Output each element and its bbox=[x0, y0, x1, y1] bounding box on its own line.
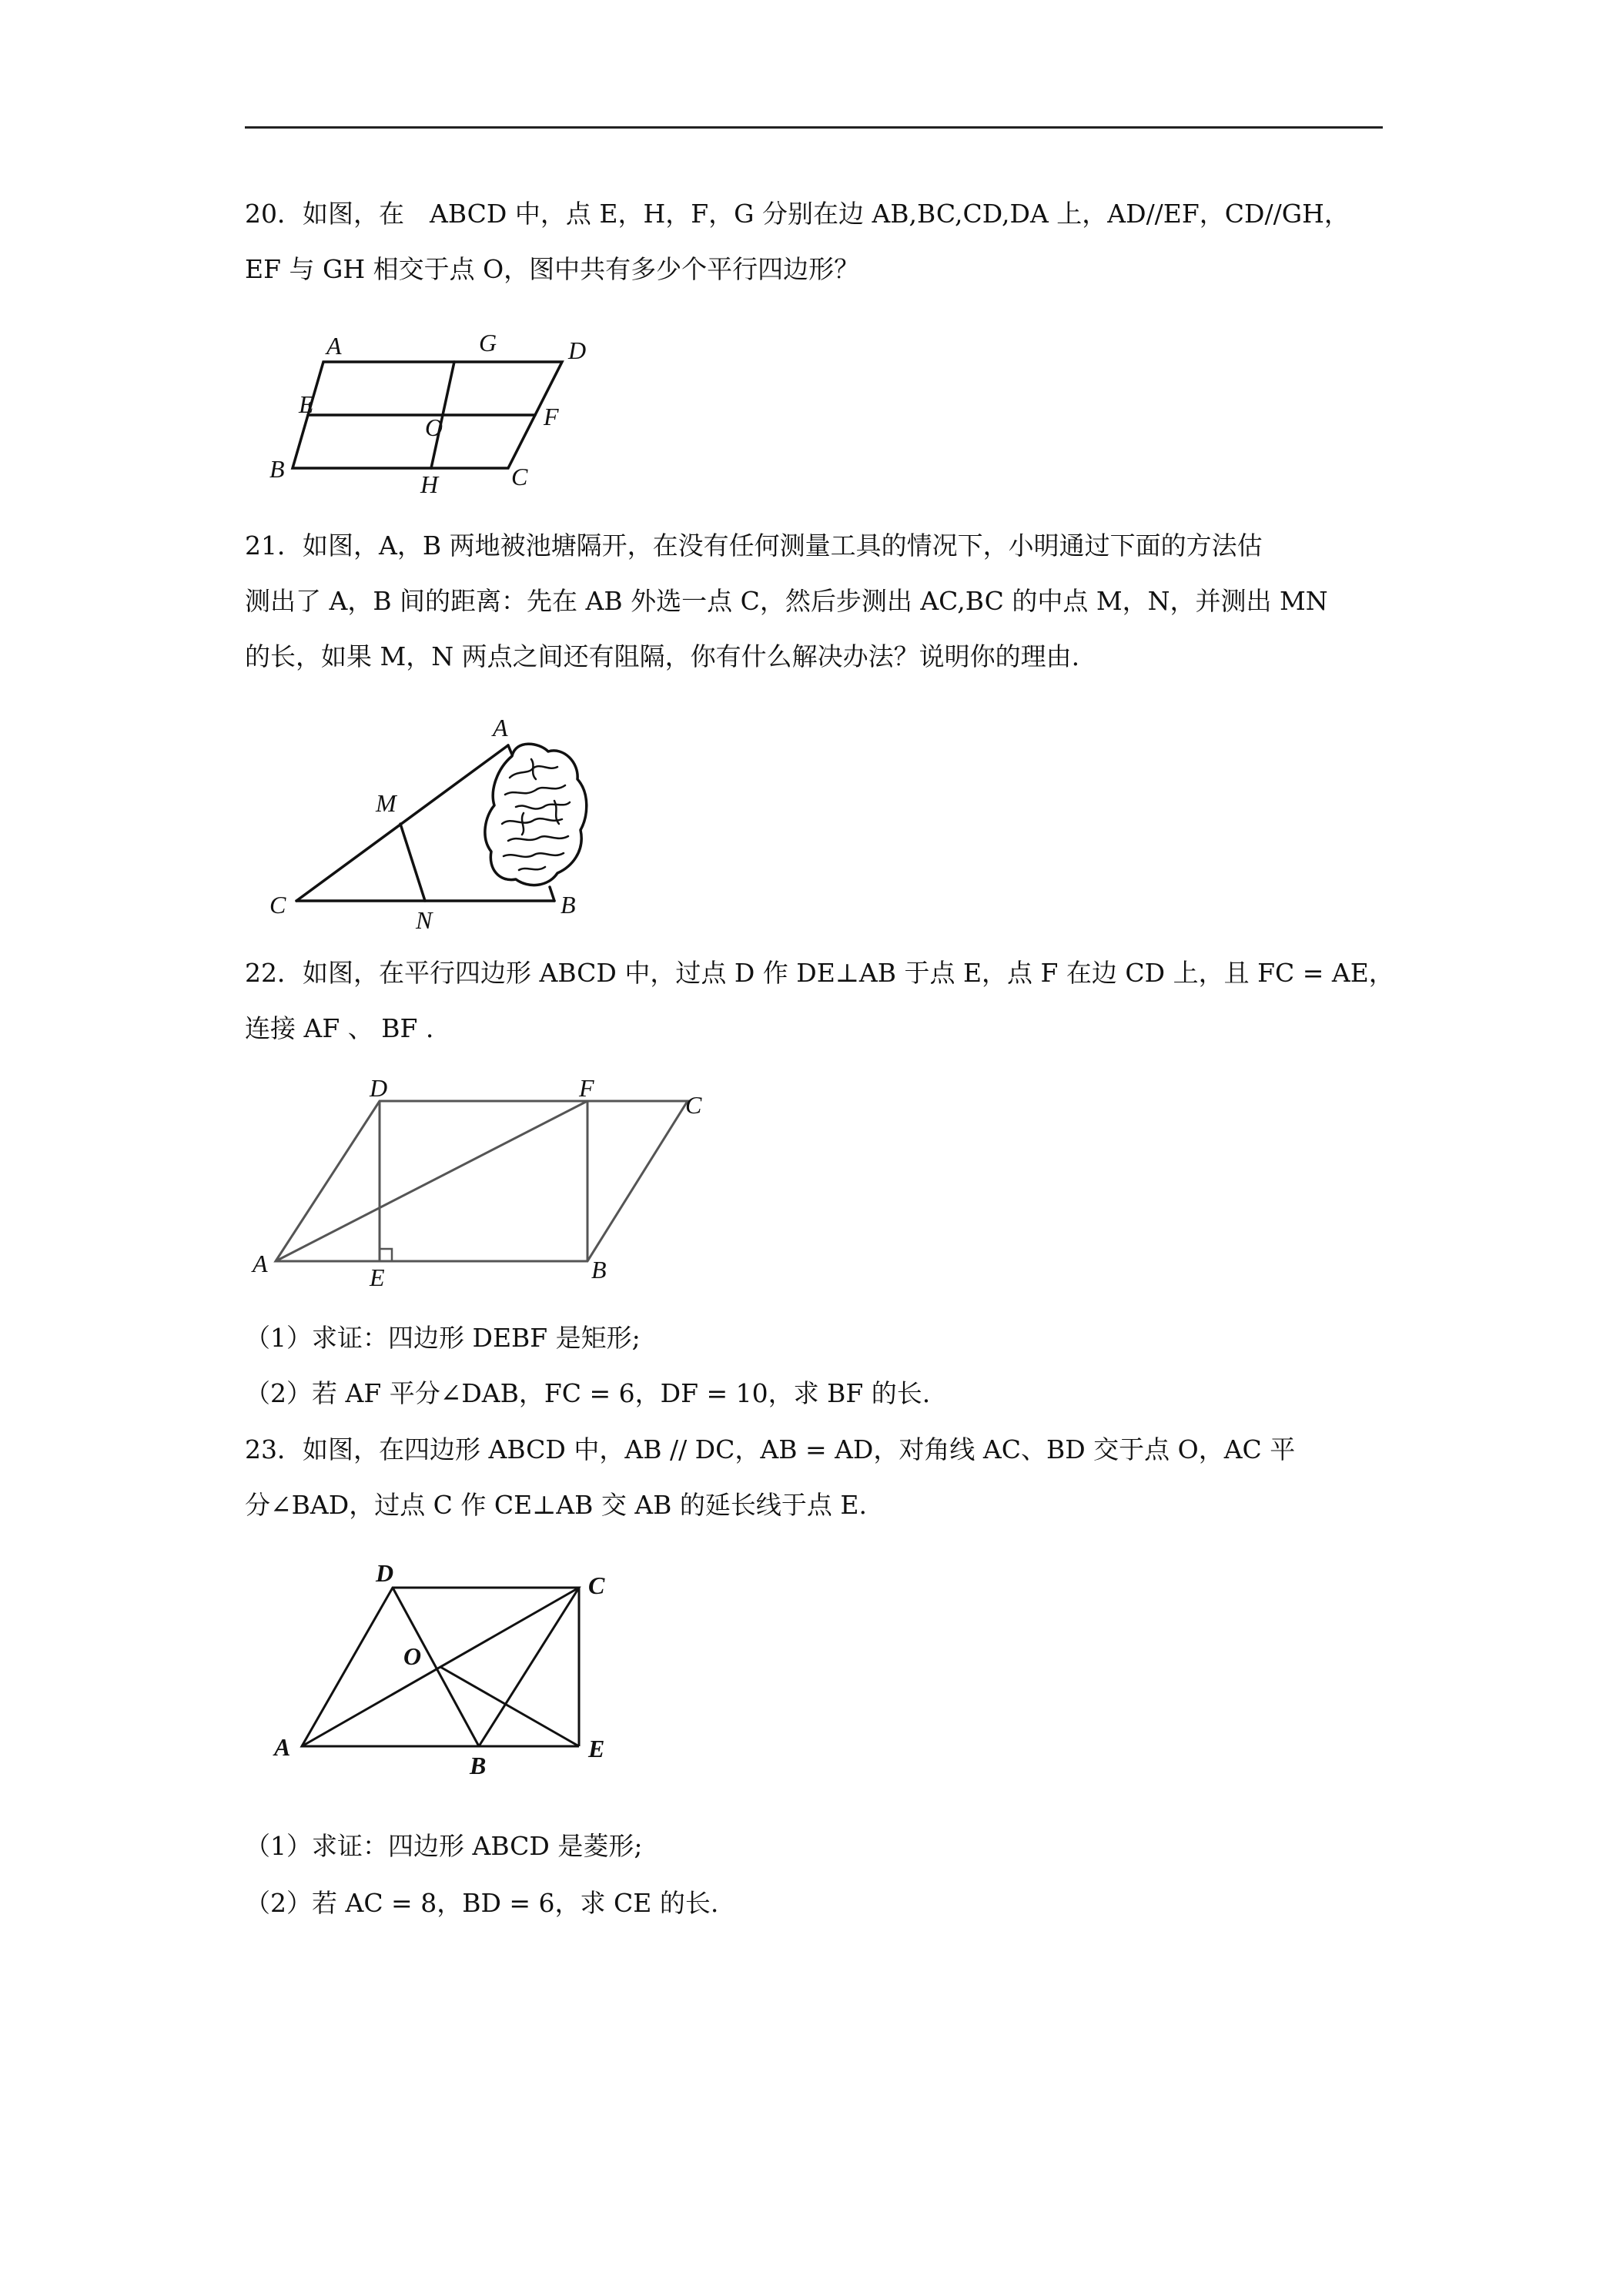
q23-label-e: E bbox=[588, 1735, 605, 1762]
q23-label-d: D bbox=[376, 1559, 394, 1587]
q20-label-c: C bbox=[511, 463, 528, 490]
q23-subquestion-2: （2）若 AC = 8，BD = 6，求 CE 的长. bbox=[245, 1888, 719, 1918]
q21-segment-mn bbox=[400, 824, 425, 901]
q22-label-a: A bbox=[253, 1250, 268, 1277]
q21-segment-ca bbox=[296, 745, 508, 901]
q21-pond-outline bbox=[485, 744, 587, 885]
q22-shape-abcd bbox=[276, 1101, 688, 1261]
q22-text-line-1: 22．如图，在平行四边形 ABCD 中，过点 D 作 DE⊥AB 于点 E，点 F 在边 CD 上，且 FC = AE， bbox=[245, 958, 1394, 988]
q23-label-b: B bbox=[470, 1752, 487, 1779]
q21-pond-texture bbox=[502, 759, 570, 870]
q22-subquestion-1: （1）求证：四边形 DEBF 是矩形; bbox=[245, 1323, 641, 1353]
q20-label-o: O bbox=[425, 413, 443, 441]
q23-text-line-2: 分∠BAD，过点 C 作 CE⊥AB 交 AB 的延长线于点 E. bbox=[245, 1490, 867, 1520]
q20-parallelogram-figure bbox=[262, 331, 624, 500]
q22-label-f: F bbox=[579, 1074, 594, 1102]
q22-segment-af bbox=[276, 1101, 587, 1261]
q23-segment-oe bbox=[440, 1667, 579, 1746]
q22-label-c: C bbox=[685, 1091, 702, 1119]
q22-parallelogram-figure bbox=[246, 1069, 724, 1292]
q21-pond-figure bbox=[262, 708, 624, 932]
q21-segment-pond-b bbox=[550, 887, 554, 901]
q20-label-b: B bbox=[269, 455, 285, 483]
q23-label-c: C bbox=[588, 1571, 605, 1599]
q22-label-e: E bbox=[370, 1263, 385, 1291]
q20-text-line-1: 20．如图，在 ABCD 中，点 E，H，F，G 分别在边 AB,BC,CD,DA 上，AD//EF，CD//GH， bbox=[245, 199, 1350, 229]
q21-text-line-2: 测出了 A，B 间的距离：先在 AB 外选一点 C，然后步测出 AC,BC 的中点 M，N，并测出 MN bbox=[245, 586, 1328, 616]
q21-label-c: C bbox=[269, 891, 286, 919]
header-rule bbox=[245, 126, 1383, 129]
q21-label-a: A bbox=[493, 714, 508, 741]
q20-label-e: E bbox=[299, 390, 314, 418]
q21-text-line-3: 的长，如果 M，N 两点之间还有阻隔，你有什么解决办法？说明你的理由. bbox=[245, 641, 1080, 671]
q21-segment-a-pond bbox=[508, 745, 512, 755]
q23-label-a: A bbox=[274, 1733, 291, 1761]
q23-subquestion-1: （1）求证：四边形 ABCD 是菱形; bbox=[245, 1831, 643, 1861]
q22-right-angle-mark bbox=[380, 1249, 392, 1261]
q21-text-line-1: 21．如图，A，B 两地被池塘隔开，在没有任何测量工具的情况下，小明通过下面的方法估 bbox=[245, 530, 1263, 561]
q20-label-d: D bbox=[568, 336, 587, 364]
q23-rhombus-figure bbox=[262, 1555, 631, 1786]
q22-label-d: D bbox=[370, 1074, 388, 1102]
q20-label-a: A bbox=[326, 332, 342, 360]
q20-text-line-2: EF 与 GH 相交于点 O，图中共有多少个平行四边形？ bbox=[245, 254, 860, 284]
q23-label-o: O bbox=[403, 1642, 422, 1670]
q22-text-line-2: 连接 AF 、 BF . bbox=[245, 1013, 434, 1043]
q22-subquestion-2: （2）若 AF 平分∠DAB，FC = 6，DF = 10，求 BF 的长. bbox=[245, 1378, 931, 1408]
q21-label-b: B bbox=[561, 891, 576, 919]
q22-label-b: B bbox=[591, 1256, 607, 1284]
q20-label-g: G bbox=[479, 329, 497, 356]
q21-label-m: M bbox=[376, 789, 397, 817]
q20-label-h: H bbox=[420, 470, 439, 498]
q20-label-f: F bbox=[544, 403, 559, 430]
q21-label-n: N bbox=[416, 906, 433, 934]
q23-text-line-1: 23．如图，在四边形 ABCD 中，AB // DC，AB = AD，对角线 AC、BD 交于点 O，AC 平 bbox=[245, 1434, 1296, 1464]
